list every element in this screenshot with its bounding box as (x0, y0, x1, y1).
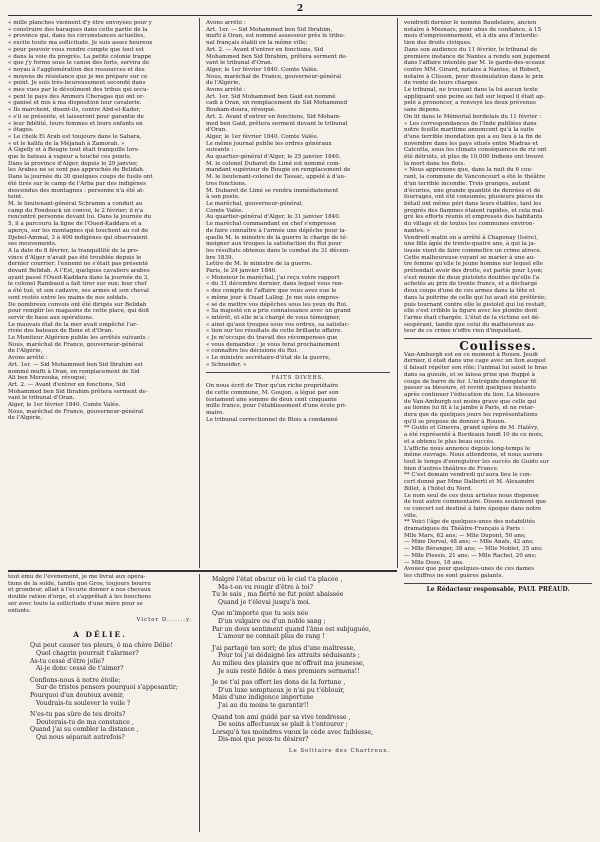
text-line: tion des droits civiques. (404, 40, 472, 47)
text-line: été tirés sur le camp de l'Arba par des indigènes (8, 180, 146, 187)
text-line: bétail ont même péri dans leurs étables, tant les (404, 200, 542, 207)
text-line: ses mouvements. (8, 241, 57, 248)
poem-line: Ai-je donc cessé de t'aimer? (36, 665, 124, 673)
text-line: — Mlle Doze, 18 ans. (404, 559, 464, 566)
text-line: puis tournant contre elle le pistolet qui lui restait, (404, 301, 546, 308)
text-line: « Monsieur le maréchal, j'ai reçu votre rapport (206, 274, 340, 281)
text-line: « ôtages. (8, 127, 34, 134)
text-line: les Arabes ne se sont pas approchés de Belidah. (8, 167, 145, 174)
poem-line: Quand je t'élevai jusqu'à moi. (218, 598, 311, 606)
poem-title: A DÉLIE. (73, 629, 127, 639)
text-line: après continuer l'éducation du lion. La blessure (404, 391, 540, 398)
text-line: Au quartier-général d'Alger, le 25 janvier 1840. (206, 154, 341, 161)
column-1 (8, 20, 192, 566)
text-line: « point. Je suis très-heureusement secondé dans (8, 80, 146, 87)
text-line: première instance de Nantes a rendu son jugement (404, 53, 551, 60)
column-2 (206, 20, 390, 566)
poem-line: Qui nous séparait autrefois? (36, 733, 125, 741)
text-line: Le maréchal, gouverneur-général, (206, 200, 303, 207)
text-line: Le tribunal, ne trouvant dans la loi aucun texte (404, 87, 538, 94)
text-line: coups de barre de fer. L'intrépide dompteur fit (404, 378, 537, 385)
poem-line: J'ai partagé ton sort; de plus d'une maîtresse, (212, 644, 356, 652)
faits-divers-rule (206, 372, 390, 373)
text-line: de cette commune, M. Goujon, a légué par son (206, 389, 339, 396)
text-line: tre femme qu'elle le jeune homme sur lequel elle (404, 261, 543, 268)
text-line: deux coups d'une de ces armes dans la tête et (404, 288, 535, 295)
poem-line: Douterais-tu de ma constance , (36, 718, 134, 726)
text-line: « même jour à Ouad Lalleg. Je me suis empres- (206, 294, 341, 301)
text-line: « province qui, dans les circonstances actuelles, (8, 33, 146, 40)
text-line: Calcutta, sous les climats conséquences de riz ont (404, 147, 547, 154)
text-line: On nous écrit de Thor qu'un riche propriétaire (206, 383, 339, 390)
text-line: novembre dans les pays situés entre Madras et (404, 140, 538, 147)
text-line: dramatiques du Théâtre-Français à Paris : (404, 526, 524, 533)
text-line: testament une somme de deux cent cinquante (206, 396, 337, 403)
text-line: Paris, le 24 janvier 1840. (206, 268, 277, 275)
poem-line: As-tu cessé d'être jolie? (30, 657, 105, 665)
story-end (8, 574, 192, 614)
feuilleton-rule (8, 570, 397, 572)
poem-line: N'es-tu pas sûre de tes droits? (30, 711, 126, 719)
text-line: cert donné par Mme Dalberti et M. Alexandre (404, 479, 535, 486)
text-line: achetés au prix de trente francs, et a déchargé (404, 281, 538, 288)
text-line: Art. 2. Avant d'entrer en fonctions, Sid Moham- (206, 113, 341, 120)
text-line: Mohammed ben Sid Ibrahim prêtera serment de- (8, 388, 148, 395)
poem-stanza (212, 610, 390, 640)
text-line: Billet, à l'hôtel du Nord. (404, 485, 473, 492)
text-line: Le maréchal commandant en chef s'empresse (206, 221, 336, 228)
poem-stanza (30, 711, 192, 741)
text-line: « Nous apprenons que, dans la nuit du 6 cou- (404, 167, 533, 174)
text-line: les chiffres ne sont guères galants. (404, 572, 504, 579)
text-line: Le Moniteur Algérien publie les arrêtés suivants : (8, 335, 150, 342)
text-line: progrès des flammes étaient rapides, et cela mal- (404, 207, 545, 214)
text-line: Comte Valée. (206, 207, 244, 214)
text-line: « tion sur les résultats de cette brillante affaire. (206, 328, 343, 335)
text-line: tres fonctions. (206, 180, 247, 187)
column-3 (404, 20, 592, 830)
poem-line: Quand ton ami guidé par sa vive tendresse , (212, 713, 351, 721)
text-line: L'affiche nous annonce depuis long-temps le (404, 445, 531, 452)
text-line: Van-Amburgh est en ce moment à Rouen. Jeudi (404, 351, 538, 358)
text-line: De nombreux convois ont été dirigés sur Belidah (8, 301, 147, 308)
page-number: 2 (296, 4, 304, 14)
poem-stanza (212, 679, 390, 709)
text-line: ayant passé l'Oued-Kaddara dans la journée du 3, (8, 274, 150, 281)
text-line: au lionne lui fit à la jambe à Paris, et ne retar- (404, 405, 535, 412)
text-line: Le tribunal correctionnel de Blois a condamné (206, 416, 338, 423)
text-line: Au quartier-général d'Alger, le 31 janvier 1840. (206, 214, 341, 221)
text-line: l'arme était chargée. L'état de la victime est dé- (404, 314, 541, 321)
text-line: moigner aux troupes la satisfaction du Roi pour (206, 241, 342, 248)
column-divider-1 (199, 18, 200, 568)
text-line: dernier, il était dans une cage avec un lion auquel (404, 358, 546, 365)
text-line: Cette malheureuse voyant se marier à une au- (404, 254, 536, 261)
text-line: Art. 2. — Avant d'entrer en fonctions, Sid (206, 46, 324, 53)
poem-line: De soins affectueux se plait à t'entourer ; (218, 721, 348, 729)
text-line: Avons arrêté : (8, 355, 48, 362)
feuilleton-divider (199, 574, 200, 832)
text-line: « Le ministre secrétaire-d'état de la guerre, (206, 355, 331, 362)
text-line: d'une terrible inondation qui a eu lieu à la fin de (404, 133, 542, 140)
text-line: tions de la solde, tandis que Gros, toujours bourru (8, 580, 151, 587)
coulisses-heading: Coulisses. (459, 339, 537, 354)
text-line: d'écuries, une grande quantité de denrées et de (404, 187, 541, 194)
text-line: Vendredi matin on a arrêté à Chaponay (Isère), (404, 234, 539, 241)
text-line: de l'Algérie, (8, 348, 43, 355)
text-line: ce concert est destiné à faire époque dans notre (404, 505, 542, 512)
poem-line: Lorsqu'à tes moindres vœux le cède avec faiblesse, (212, 728, 374, 736)
text-line: Mohammed ben Sid Ibrahim, prêtera serment de- (206, 53, 348, 60)
text-line: aperçu, sur les montagnes qui touchent au col de (8, 227, 149, 234)
text-line: « mille planches viennent d'y être envoyées pour y (8, 20, 152, 26)
text-line: rant, la commune de Vanconcourt a été le théâtre (404, 174, 546, 181)
text-line: ville. (404, 512, 418, 519)
faits-divers-heading: FAITS DIVERS. (271, 374, 325, 381)
text-line: pour remplir les magasins de cette place, qui doit (8, 308, 150, 315)
poem-line: D'un vulgaire ou d'un noble sang ; (218, 617, 326, 625)
text-line: « ganisé et mis à ma disposition leur cavalerie. (8, 100, 142, 107)
text-line: « Les correspondances de l'Inde publiées dans (404, 120, 537, 127)
text-line: Dans la province d'Alger, depuis le 29 janvier, (8, 160, 138, 167)
text-line: ser avec toute la sollicitude d'une mère pour se (8, 600, 143, 607)
text-line: teur de ce crime n'offre rien d'inquiétant. (404, 328, 522, 335)
text-line: rivée des bateaux de Bone et d'Oran. (8, 328, 114, 335)
text-line: camp du Fondouck un convoi, le 2 février; il n'a (8, 207, 144, 214)
text-line: Art. 1er. — Sid Mohammed ben Sid Ibrahim est (8, 361, 143, 368)
text-line: « construire des baraques dans cette partie de la (8, 26, 148, 33)
poem-stanza (30, 677, 192, 707)
top-rule (8, 15, 592, 16)
text-line: sespérant, tandis que celui du malheureux au- (404, 321, 536, 328)
text-line: que le bateau à vapeur a touché ces points. (8, 154, 132, 161)
text-line: Dans la journée du 30 quelques coups de fusils ont (8, 174, 153, 181)
text-line: s'est munie de deux pistolets doubles qu'elle l'a (404, 274, 540, 281)
text-line: Nous, maréchal de France, gouverneur-général (8, 341, 144, 348)
editor-line: Le Rédacteur responsable, PAUL PRÉAUD. (426, 585, 570, 593)
poem-signature: Le Solitaire des Chartreux. (288, 747, 390, 754)
text-line: « excite toute ma sollicitude. Je suis assez heureux (8, 40, 153, 47)
text-line: mille francs, pour l'établissement d'une école pri- (206, 403, 347, 410)
poem-stanza (30, 642, 192, 672)
text-line: appliquant une peine au fait sur lequel il était ap- (404, 93, 545, 100)
poem-line: Malgré l'état obscur où le ciel t'a placée , (212, 576, 343, 583)
text-line: Nous, maréchal de France, gouverneur-général (8, 408, 144, 415)
text-line: de Van-Amburgh est moins grave que celle qui (404, 398, 537, 405)
text-line: Nous, maréchal de France, gouverneur-général (206, 73, 342, 80)
text-line: les résultats obtenus dans le combat du 31 décem- (206, 247, 351, 254)
column-divider-2 (397, 18, 398, 568)
poem-line: Sur de tristes pensers pourquoi s'appesantir; (36, 684, 178, 692)
text-line: de l'Algérie, (8, 415, 43, 422)
text-line: devant Belidah. A l'Est, quelques cavaliers arabes (8, 268, 150, 275)
text-line: « Schneider. » (206, 361, 247, 368)
text-line: Mlle Mars, 62 ans; — Mlle Dupont, 50 ans; (404, 532, 526, 539)
text-line: « leur fidélité, leurs femmes et leurs enfants en (8, 120, 143, 127)
text-line: contre MM. Girard, notaire à Nantes, et Robert, (404, 66, 541, 73)
story-signature: Victor D.......y. (136, 617, 192, 624)
text-line: ** Guido et Ginevra, grand opéra de M. Halévy, (404, 425, 539, 432)
poem-stanza (212, 714, 390, 744)
text-line: tout le temps d'enregistrer les succès de Guido sur (404, 459, 550, 465)
text-line: d'Oran. (206, 127, 228, 134)
text-line: « moyens de résistance que je me prépare sur ce (8, 73, 148, 80)
text-line: rencontré personne devant lui. Dans la journée du (8, 214, 152, 221)
text-line: Le mauvais état de la mer avait empêché l'ar- (8, 321, 138, 328)
text-line: a été tué, et son cadavre, ses armes et son cheval (8, 288, 149, 295)
text-line: à son poste. (206, 194, 240, 201)
newspaper-page (8, 4, 592, 834)
poem-line: Que m'importe que tu sois née (212, 610, 309, 618)
text-line: et a obtenu le plus beau succès. (404, 438, 495, 445)
text-line: de faire connaître à l'armée une dépêche pour la- (206, 227, 347, 234)
poem-line: L'amour ne connait plus de rang ! (218, 633, 325, 641)
poem-stanza (212, 645, 390, 675)
text-line: d'un terrible incendie. Trois granges, autant (404, 180, 531, 187)
text-line: On lit dans le Mémorial bordelais du 11 février : (404, 113, 542, 120)
text-line: Boukam-doura, révoqué. (206, 107, 276, 114)
text-line: nommé mufti à Oran, en remplacement de Sid (8, 368, 140, 375)
text-line: A Gigelly et à Bougie tout était tranquille lors- (8, 147, 140, 154)
text-line: « sé de mettre vos dépêches sous les yeux du Roi. (206, 301, 348, 308)
text-line: Alger, le 1er février 1840. Comte Valée. (206, 133, 319, 140)
text-line: Art. 1er. Sid Mohammed ben Gaid est nommé (206, 93, 336, 100)
text-line: « Ils marchent, disent-ils, contre Abd-el-Kader, (8, 107, 141, 114)
poem-line: Tu le sais , ma fierté ne fut point abaissée (212, 591, 344, 599)
text-line: teint. (8, 194, 23, 201)
text-line: M. le lieutenant-colonel de Tassac, appelé à d'au- (206, 174, 346, 181)
poem-line: Dis-moi que peux-tu désirer? (218, 736, 309, 744)
text-line: Avons arrêté : (206, 20, 246, 26)
poem-line: J'ai au du moins te garantir!! (218, 701, 309, 709)
coulisses-rule (404, 338, 592, 339)
footer-rule (404, 583, 592, 584)
text-line: lousie vient de faire commettre un crime atroce. (404, 247, 542, 254)
poem-line: Je suis resté fidèle à mes premiers sermens!! (218, 667, 360, 675)
text-line: « ainsi qu'aux troupes sous vos ordres, sa satisfac- (206, 321, 350, 328)
text-line: med ben Gaid, prêtera serment devant le tribunal (206, 120, 348, 127)
text-line: « connaître les décisions du Roi. (206, 348, 298, 355)
text-line: descendus des montagnes : personne n'a été at- (8, 187, 145, 194)
text-line: « dez compte de l'affaire que vous avez eue le (206, 288, 337, 295)
text-line: sans dépens. (404, 107, 441, 114)
text-line: notre feuille maritime annoncent qu'à la suite (404, 127, 535, 134)
text-line: Ali ben Merzouka, révoqué; (8, 375, 87, 382)
text-line: — Mme Dorval, 48 ans; — Mlle Anaïs, 42 ans; (404, 539, 534, 546)
text-line: « Sa majesté en a pris connaissance avec un grand (206, 308, 351, 315)
text-line: elle s'est cribble la figure avec les plombs dont (404, 308, 538, 315)
text-line: vant le tribunal d'Oran. (8, 395, 75, 402)
text-line: qu'il se propose de donner à Rouen. (404, 418, 507, 425)
text-line: dans la poitrine de celle qui lui avait été préférée; (404, 294, 547, 301)
text-line: a été représenté à Bordeaux lundi 10 de ce mois, (404, 432, 544, 439)
text-line: nal français établi en la même ville; (206, 40, 308, 47)
text-line: 5, il a parcouru la ligne de l'Oued-Kaddara et a (8, 221, 142, 228)
text-line: passer sa blessure, et revint quelques instants (404, 385, 536, 392)
text-line: du village et de toutes les communes environ- (404, 221, 535, 228)
text-line: gré les efforts réunis et empressés des habitants (404, 214, 543, 221)
text-line: « vous demandez : je vous ferai prochainement (206, 341, 340, 348)
text-line: « et le kalifa de la Méjanah à Zamorah. » (8, 140, 125, 147)
text-line: été détruits, et plus de 10,000 Indiens ont trouvé (404, 154, 544, 161)
text-line: tout ému de l'événement, je me livrai aux opéra- (8, 574, 146, 580)
text-line: dernier courrier; l'ennemi ne s'était pas présenté (8, 261, 148, 268)
poem-line: Quand j'ai su combler la distance , (30, 726, 139, 734)
text-line: Avons arrêté : (206, 87, 246, 94)
text-line: Art. 1er. — Sid Mohammed ben Sid Ibrahim, (206, 26, 333, 33)
text-line: « pent le pays des Ammers Cheragas qui ont or- (8, 93, 145, 100)
text-line: et grondeur, allait à l'ecurie donner à nos chevaux (8, 587, 151, 594)
text-line: « pour pouvoir vous rendre compte que tout est (8, 46, 144, 53)
text-line: « Je m'occupe du travail des récompenses que (206, 335, 338, 342)
text-line: A la date du 8 février, la tranquillité de la pro- (8, 247, 139, 254)
text-line: le colonel Rambaud a fait tirer sur eux; leur chef (8, 281, 147, 288)
poem-line: Voudrais-tu soulever le voile ? (36, 699, 131, 707)
text-line: bre 1839. (206, 254, 234, 261)
text-line: « intérêt, et elle m'a chargé de vous témoigner, (206, 314, 341, 321)
text-line: une fille âgée de trente-quatre ans, à qui la ja- (404, 241, 536, 248)
text-line: prétendait avoir des droits, est partie pour Lyon; (404, 268, 543, 275)
text-line: « que j'y forme sous le canon des forts, servira de (8, 60, 150, 67)
poem-line: Au milieu des plaisirs que m'offrait ma jeunesse, (212, 659, 365, 667)
text-line: dera que de quelques jours les représentations (404, 412, 538, 419)
text-line: de l'Algérie, (206, 80, 241, 87)
text-line: notaire à Clisson, pour dissimulation dans le prix (404, 73, 544, 80)
text-line: sont restés entre les mains de nos soldats. (8, 294, 129, 301)
poem-line: Pour toi j'ai dédaigné les attraits séduisants ; (218, 652, 360, 660)
text-line: « dans la voie du progrès. La petite colonie trappe (8, 53, 152, 60)
text-line: « Le cheik El Arab est toujours dans le Sahara, (8, 133, 142, 140)
text-line: mandant supérieur de Bougie en remplacement de (206, 167, 351, 174)
poem-line: Ma-t-on vu rougir d'être à toi? (218, 583, 313, 591)
text-line: la mort dans les flots. (404, 160, 466, 167)
text-line: « du 31 décembre dernier, dans lequel vous ren- (206, 281, 344, 288)
feuilleton-left (8, 574, 192, 832)
text-line: servir de base aux opérations. (8, 314, 94, 321)
text-line: mufti à Oran, est nommé assesseur près le tribu- (206, 33, 345, 40)
poem-stanza (212, 576, 390, 606)
poem-line: Pourquoi d'un douteux avenir, (30, 691, 125, 699)
text-line: ** Voici l'âge de quelques-unes des notabilités (404, 519, 535, 526)
text-line: Dans son audience du 11 février, le tribunal de (404, 46, 538, 53)
text-line: Alger, le 1er février 1840. Comte Valée. (8, 402, 121, 409)
text-line: il faisait répéter son rôle; l'animal lui saisit le bras (404, 365, 548, 372)
text-line: dans sa gueule, et se laissa prise que frappé à (404, 371, 535, 378)
text-line: de tout autre commentaire. Disons seulement que (404, 499, 547, 506)
text-line: dans l'affaire intentée par M. le garde-des-sceaux (404, 60, 545, 67)
text-line: Djebel-Ammal, 3 à 400 indigènes qui observaient (8, 234, 148, 241)
text-line: « noyau à l'agglomération des ressources et des (8, 66, 145, 73)
text-line: même ouvrage. Nous attendrons, et nous aurons (404, 452, 543, 459)
text-line: vendredi dernier le nommé Baudelaire, ancien (404, 20, 537, 26)
text-line: Art. 2. — Avant d'entrer en fonctions, Sid (8, 381, 126, 388)
text-line: pelé à prononcer, a renvoyé les deux prévenus (404, 100, 536, 107)
text-line: M. le colonel Dubaret de Limé est nommé com- (206, 160, 341, 167)
text-line: double ration d'orge, et s'apprêtait à les bouchons (8, 594, 152, 601)
text-line: Lettre de M. le ministre de la guerre. (206, 261, 312, 268)
text-line: quelle M. le ministre de la guerre le charge de té- (206, 234, 348, 241)
poem-line: Confions-nous à notre étoile; (30, 676, 121, 684)
text-line: notaire à Mesnars, pour abus de confiance, à 15 (404, 26, 542, 33)
text-line: bien d'autres théâtres de France. (404, 465, 499, 472)
text-line: cadi à Oran, en remplacement de Sid Mohammed (206, 100, 348, 107)
poem-line: Qui peut causer tes pleurs, ô ma chère Délie! (30, 642, 173, 650)
poem-line: Quel chagrin pourrait t'alarmer? (36, 650, 139, 657)
text-line: — Mlle Béranger, 38 ans; — Mlle Noblet, 35 ans; (404, 546, 543, 553)
text-line: fourrages, ont été consumés; plusieurs pièces de (404, 194, 543, 201)
text-line: Alger, le 1er février 1840. Comte Valée. (206, 66, 319, 73)
text-line: Le même journal publie les ordres généraux (206, 140, 332, 147)
text-line: mois d'emprisonnement, et à dix ans d'interdic- (404, 33, 540, 40)
text-line: M. le lieutenant-général Schramm a conduit au (8, 200, 143, 207)
poem-line: Par un doux sentiment quand l'âme est subjuguée, (212, 625, 371, 633)
text-line: « mes vues par le dévoûment des tribus qui occu- (8, 87, 149, 94)
text-line: M. Dubaret de Limé se rendra immédiatement (206, 187, 339, 194)
text-line: nantes. » (404, 227, 430, 234)
text-line: enfants. (8, 607, 31, 614)
text-line: maire. (206, 410, 225, 417)
text-line: suivants : (206, 147, 234, 154)
text-line: — Mlle Plessis, 21 ans; — Mlle Rachel, 20 ans; (404, 552, 537, 559)
text-line: de vente de leurs charges. (404, 80, 480, 87)
text-line: « s'il se présente, et laisseront pour garantie de (8, 113, 144, 120)
text-line: Le nom seul de ces deux artistes nous dispense (404, 492, 539, 499)
text-line: vant le tribunal d'Oran. (206, 60, 273, 67)
text-line: vince d'Alger n'avait pas été troublée depuis le (8, 254, 142, 261)
text-line: Avouez que pour quelques-unes de ces dames (404, 566, 535, 573)
poem-line: Mais d'une indigence importune (212, 694, 314, 702)
poem-line: Je ne t'ai pas offert les dons de la fortune , (212, 679, 346, 687)
poem-line: D'un luxe somptueux je n'ai pu t'éblouir, (218, 686, 345, 694)
text-line: ** C'est demain vendredi qu'aura lieu le con- (404, 472, 532, 479)
feuilleton-right (206, 576, 390, 832)
